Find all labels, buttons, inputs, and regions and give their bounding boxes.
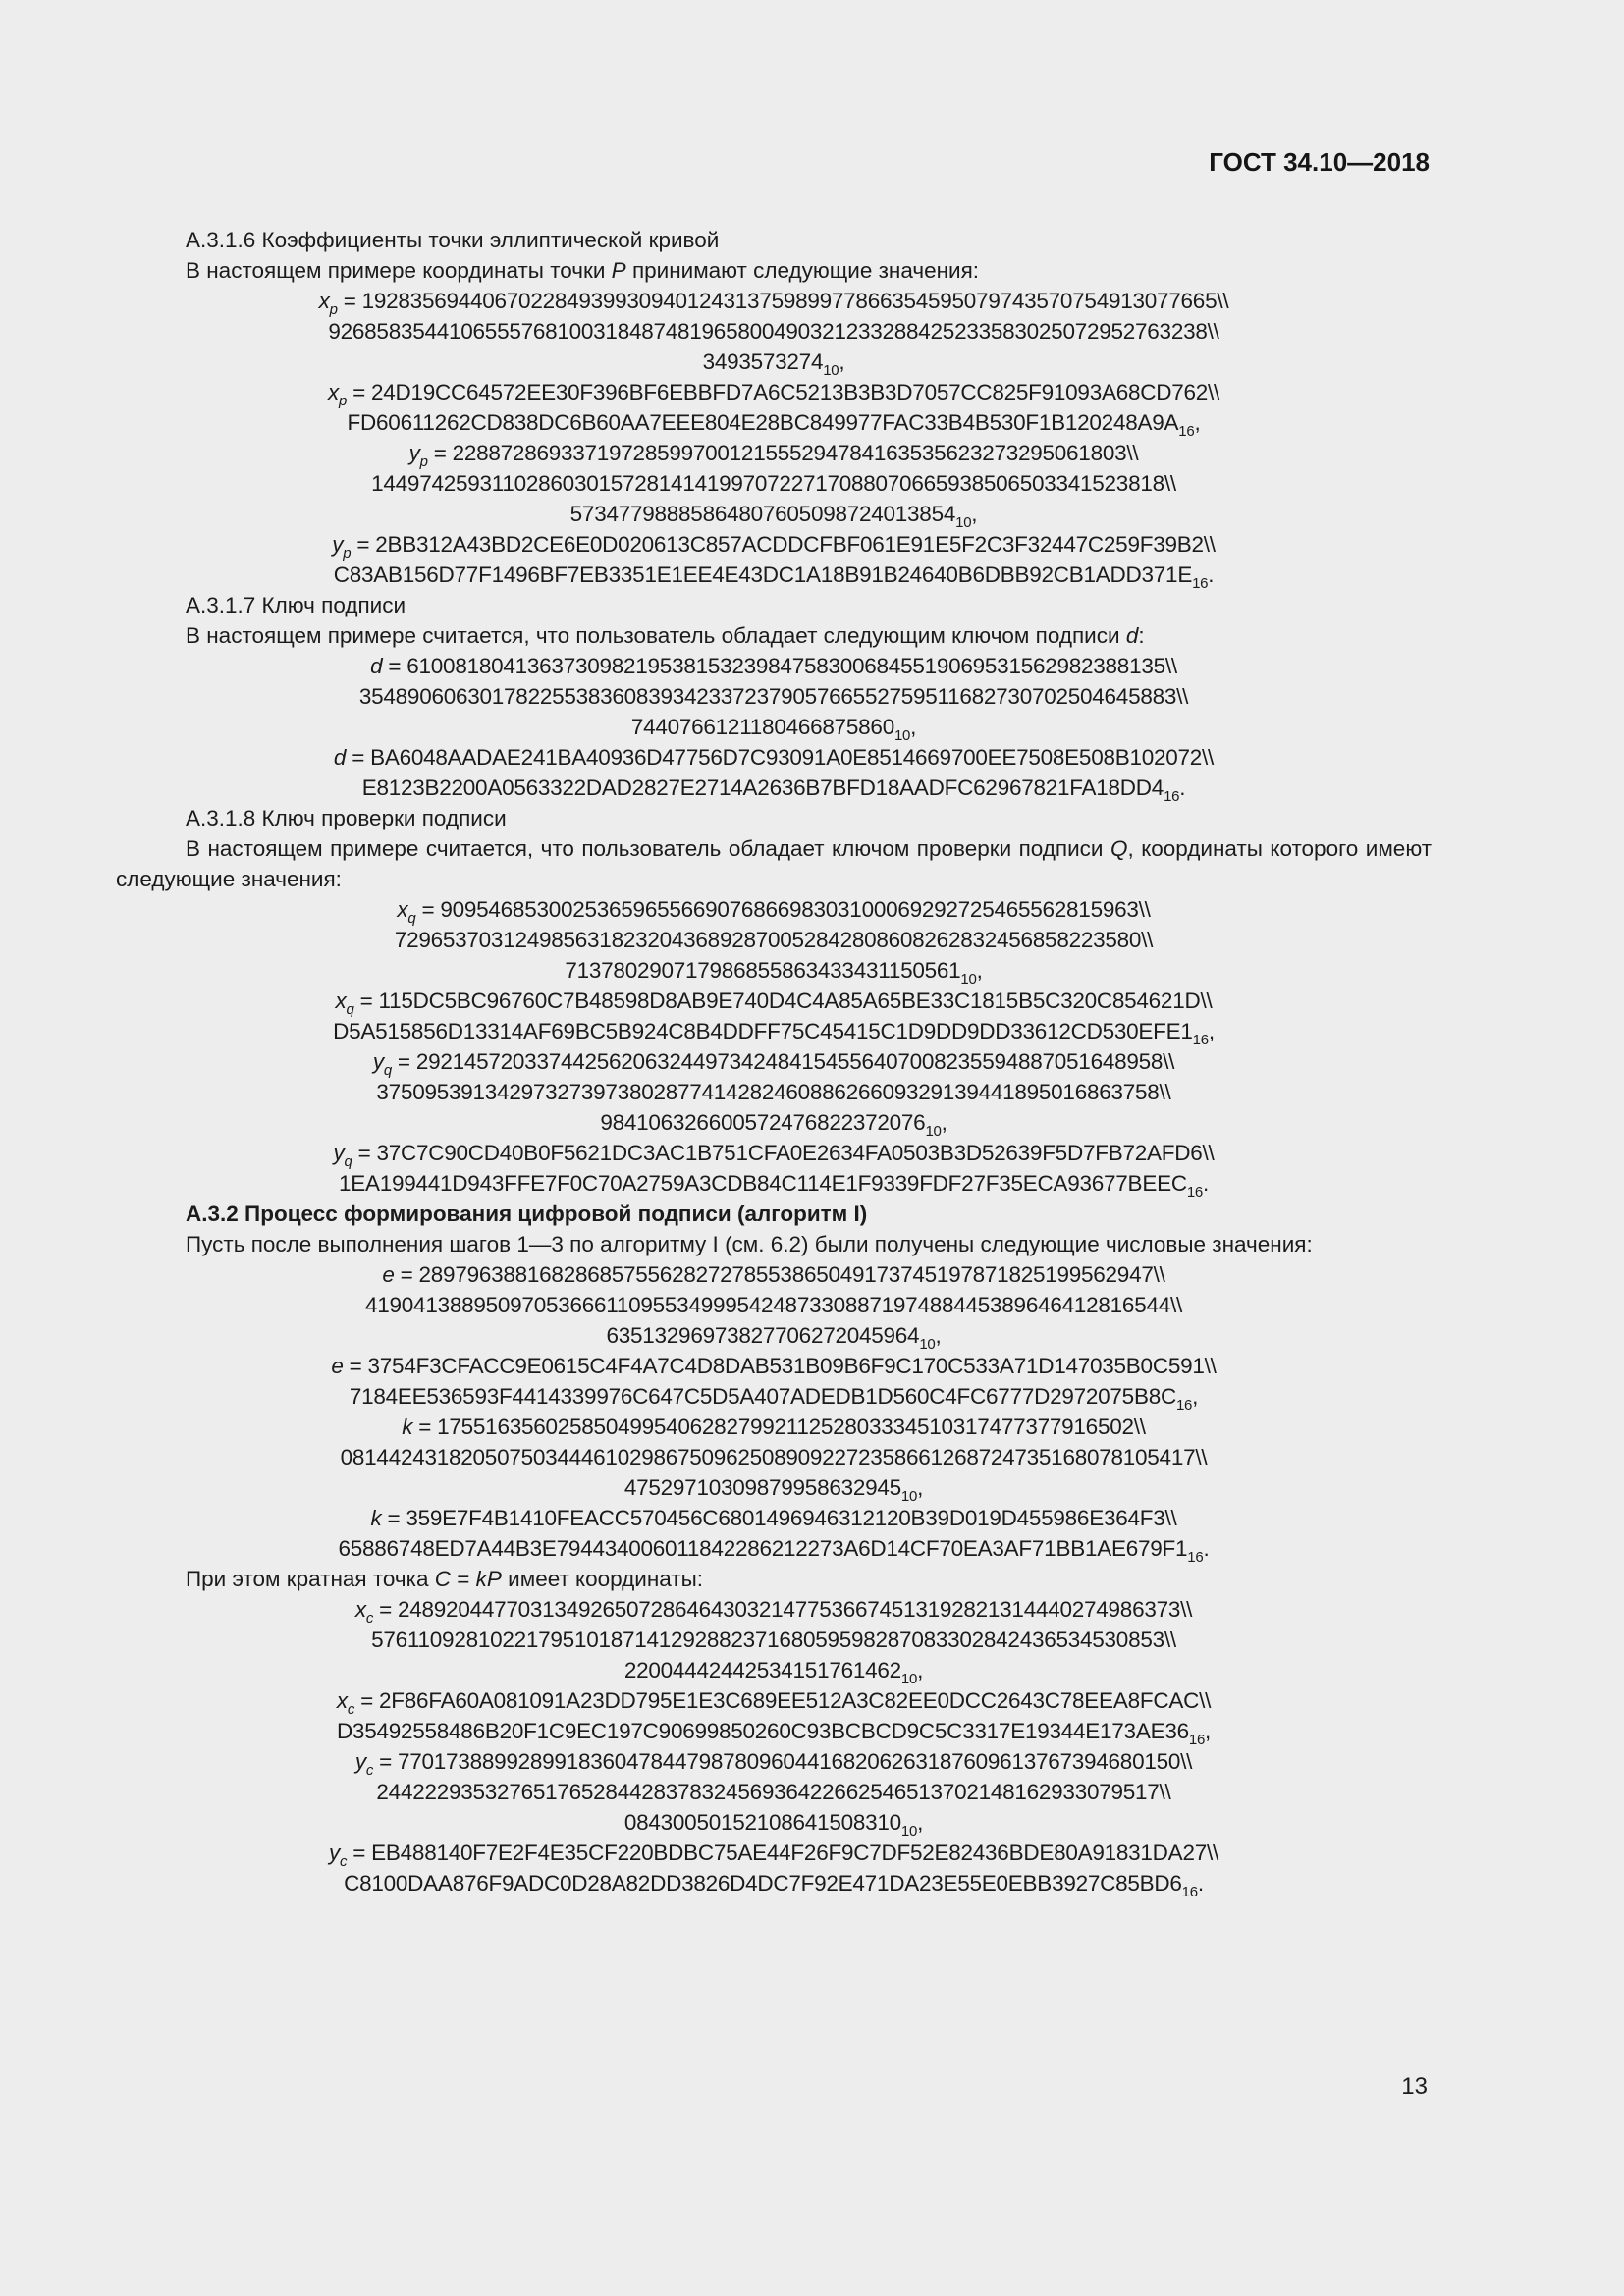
formula-line: $x_c$ = 24892044770313492650728646430321477536674513192821314440274986373\\ [354,1597,1193,1627]
formula-variable: $y_c$ [354,1749,374,1779]
formula-line: $984106326600572476822372076_{10}$, [600,1110,947,1140]
section-a316-title: А.3.1.6 Коэффициенты точки эллиптической кривой [186,228,720,252]
formula-line: $65886748ED7A44B3E794434006011842286212273A6D14CF70EA3AF71BB1AE679F1_{16}$. [338,1536,1210,1566]
section-a32-text: Пусть после выполнения шагов 1—3 по алгоритму I (см. 6.2) были получены следующие числовые значения: [186,1232,1313,1256]
formula-subscript: q [407,910,416,927]
page-number: 13 [1401,2073,1428,2100]
formula-e-dec [116,1259,1432,1351]
section-a316-text: В настоящем примере координаты точки P принимают следующие значения: [186,258,980,283]
formula-base: 16 [1192,1032,1209,1048]
formula-subscript: p [343,545,352,561]
formula-subscript: c [347,1701,355,1718]
formula-base: 10 [960,971,977,988]
formula-base: 16 [1164,788,1180,805]
formula-line: 35489060630178225538360839342337237905766552759511682730702504645883\\ [358,684,1189,709]
formula-subscript: q [344,1153,352,1170]
formula-variable: $x_p$ [318,289,338,318]
formula-line: $57347798885864807605098724013854_{10}$, [569,502,978,531]
formula-line: $C8100DAA876F9ADC0D28A82DD3826D4DC7F92E471DA23E55E0EBB3927C85BD6_{16}$. [344,1871,1204,1900]
formula-variable: $x_c$ [354,1597,374,1627]
formula-base: 16 [1175,1397,1193,1414]
formula-line: $713780290717986855863433431150561_{10}$, [565,958,983,988]
formula-yp-dec [116,438,1432,529]
formula-base: 10 [900,1823,918,1840]
formula-line: $E8123B2200A0563322DAD2827E2714A2636B7BFD18AADFC62967821FA18DD4_{16}$. [361,775,1186,805]
formula-e-hex [116,1351,1432,1412]
formula-base: 16 [1188,1732,1206,1748]
formula-variable: $y_q$ [372,1049,392,1079]
formula-xp-hex [116,377,1432,438]
formula-d-dec [116,651,1432,742]
formula-variable: e [382,1262,395,1287]
formula-line: 9268583544106555768100318487481965800490321233288425233583025072952763238\\ [328,319,1219,344]
formula-variable: $x_q$ [397,897,416,927]
formula-yc-dec [116,1746,1432,1838]
formula-line: d = 610081804136373098219538153239847583006845519069531562982388135\\ [370,654,1177,678]
formula-line: $y_c$ = 77017388992899183604784479878096044168206263187609613767394680150\\ [354,1749,1193,1779]
formula-variable: e [331,1354,344,1378]
formula-line: $x_p$ = 24D19CC64572EE30F396BF6EBBFD7A6C5213B3B3D7057CC825F91093A68CD762\\ [327,380,1220,409]
formula-line: 4190413889509705366611095534999542487330887197488445389646412816544\\ [365,1293,1182,1317]
formula-base: 16 [1186,1184,1204,1201]
formula-xc-hex [116,1685,1432,1746]
formula-base: 10 [893,727,911,744]
formula-variable: k [370,1506,382,1530]
formula-line: $47529710309879958632945_{10}$, [623,1475,924,1505]
formula-line: $C83AB156D77F1496BF7EB3351E1EE4E43DC1A18B91B24640B6DBB92CB1ADD371E_{16}$. [333,562,1215,592]
formula-yq-hex [116,1138,1432,1199]
formula-line: $63513296973827706272045964_{10}$, [606,1323,942,1353]
formula-k-hex [116,1503,1432,1564]
formula-xc-dec [116,1594,1432,1685]
formula-subscript: c [365,1610,374,1627]
formula-subscript: c [340,1853,348,1870]
formula-line: $7440766121180466875860_{10}$, [630,715,917,744]
formula-base: 10 [900,1671,918,1687]
formula-base: 16 [1192,575,1209,592]
formula-line: $y_c$ = EB488140F7E2F4E35CF220BDBC75AE44F26F9C7DF52E82436BDE80A91831DA27\\ [329,1841,1218,1870]
formula-variable: k [402,1415,413,1439]
formula-line: k = 1755163560258504995406282799211252803334510317477377916502\\ [402,1415,1146,1439]
formula-yp-hex [116,529,1432,590]
section-a32-point-text: При этом кратная точка C = kP имеет координаты: [186,1567,704,1591]
formula-line: $08430050152108641508310_{10}$, [623,1810,924,1840]
formula-line: $y_p$ = 22887286933719728599700121555294784163535623273295061803\\ [408,441,1139,470]
formula-xp-dec [116,286,1432,377]
formula-line: $22004442442534151761462_{10}$, [623,1658,924,1687]
formula-line: $y_p$ = 2BB312A43BD2CE6E0D020613C857ACDDCFBF061E91E5F2C3F32447C259F39B2\\ [332,532,1216,561]
formula-line: $D35492558486B20F1C9EC197C90699850260C93BCBCD9C5C3317E19344E173AE36_{16}$, [336,1719,1212,1748]
formula-subscript: p [338,393,348,409]
formula-variable: $y_q$ [333,1141,352,1170]
formula-line: d = BA6048AADAE241BA40936D47756D7C93091A0E8514669700EE7508E508B102072\\ [333,745,1215,770]
formula-line: $x_q$ = 9095468530025365965566907686698303100069292725465562815963\\ [397,897,1151,927]
section-a318-title: А.3.1.8 Ключ проверки подписи [186,806,507,830]
formula-base: 10 [925,1123,942,1140]
formula-line: 144974259311028603015728141419970722717088070665938506503341523818\\ [371,471,1176,496]
formula-line: $x_q$ = 115DC5BC96760C7B48598D8AB9E740D4C4A85A65BE33C1815B5C320C854621D\\ [335,988,1213,1018]
formula-line: $1EA199441D943FFE7F0C70A2759A3CDB84C114E1F9339FDF27F35ECA93677BEEC_{16}$. [338,1171,1210,1201]
formula-xq-hex [116,986,1432,1046]
section-a317-title: А.3.1.7 Ключ подписи [186,593,406,617]
formula-yq-dec [116,1046,1432,1138]
document-body [116,225,1432,1898]
formula-variable: $x_c$ [336,1688,355,1718]
formula-base: 10 [823,362,839,379]
formula-line: e = 3754F3CFACC9E0615C4F4A7C4D8DAB531B09B6F9C170C533A71D147035B0C591\\ [331,1354,1217,1378]
formula-variable: $y_p$ [332,532,352,561]
formula-subscript: p [419,454,428,470]
formula-base: 10 [900,1488,918,1505]
formula-line: $y_q$ = 29214572033744256206324497342484154556407008235594887051648958\\ [372,1049,1175,1079]
formula-line: $x_c$ = 2F86FA60A081091A23DD795E1E3C689EE512A3C82EE0DCC2643C78EEA8FCAC\\ [336,1688,1212,1718]
section-a32-title: А.3.2 Процесс формирования цифровой подписи (алгоритм I) [186,1201,868,1226]
formula-line: 72965370312498563182320436892870052842808608262832456858223580\\ [394,928,1154,952]
formula-line: 24422293532765176528442837832456936422662546513702148162933079517\\ [376,1780,1171,1804]
formula-variable: d [333,745,347,770]
formula-k-dec [116,1412,1432,1503]
formula-line: e = 2897963881682868575562827278553865049173745197871825199562947\\ [382,1262,1165,1287]
formula-variable: $y_p$ [408,441,428,470]
formula-subscript: p [329,301,338,318]
formula-variable: $y_c$ [329,1841,348,1870]
formula-line: $D5A515856D13314AF69BC5B924C8B4DDFF75C45415C1D9DD9DD33612CD530EFE1_{16}$, [333,1019,1215,1048]
formula-yc-hex [116,1838,1432,1898]
formula-base: 16 [1178,423,1195,440]
document-header: ГОСТ 34.10—2018 [1209,147,1430,177]
formula-line: 08144243182050750344461029867509625089092272358661268724735168078105417\\ [340,1445,1208,1469]
formula-subscript: c [365,1762,374,1779]
formula-line: $7184EE536593F4414339976C647C5D5A407ADEDB1D560C4FC6777D2972075B8C_{16}$, [349,1384,1199,1414]
formula-variable: $x_p$ [327,380,348,409]
section-a318-text: В настоящем примере считается, что пользователь обладает ключом проверки подписи Q, координаты которого имеют следующие значения: [116,836,1433,891]
formula-line: $3493573274_{10}$, [702,349,845,379]
formula-subscript: q [346,1001,354,1018]
formula-line: $FD60611262CD838DC6B60AA7EEE804E28BC849977FAC33B4B530F1B120248A9A_{16}$, [347,410,1201,440]
formula-base: 16 [1187,1549,1204,1566]
formula-line: $x_p$ = 19283569440670228493993094012431375989977866354595079743570754913077665\\ [318,289,1229,318]
formula-line: k = 359E7F4B1410FEACC570456C6801496946312120B39D019D455986E364F3\\ [370,1506,1177,1530]
formula-base: 16 [1181,1884,1198,1900]
formula-base: 10 [955,514,972,531]
formula-subscript: q [383,1062,392,1079]
formula-d-hex [116,742,1432,803]
formula-line: 37509539134297327397380287741428246088626609329139441895016863758\\ [376,1080,1171,1104]
section-a317-text: В настоящем примере считается, что пользователь обладает следующим ключом подписи d: [186,623,1145,648]
formula-line: 576110928102217951018714129288237168059598287083302842436534530853\\ [371,1628,1176,1652]
formula-variable: $x_q$ [335,988,354,1018]
formula-xq-dec [116,894,1432,986]
formula-variable: d [370,654,383,678]
formula-line: $y_q$ = 37C7C90CD40B0F5621DC3AC1B751CFA0E2634FA0503B3D52639F5D7FB72AFD6\\ [333,1141,1215,1170]
formula-base: 10 [919,1336,936,1353]
